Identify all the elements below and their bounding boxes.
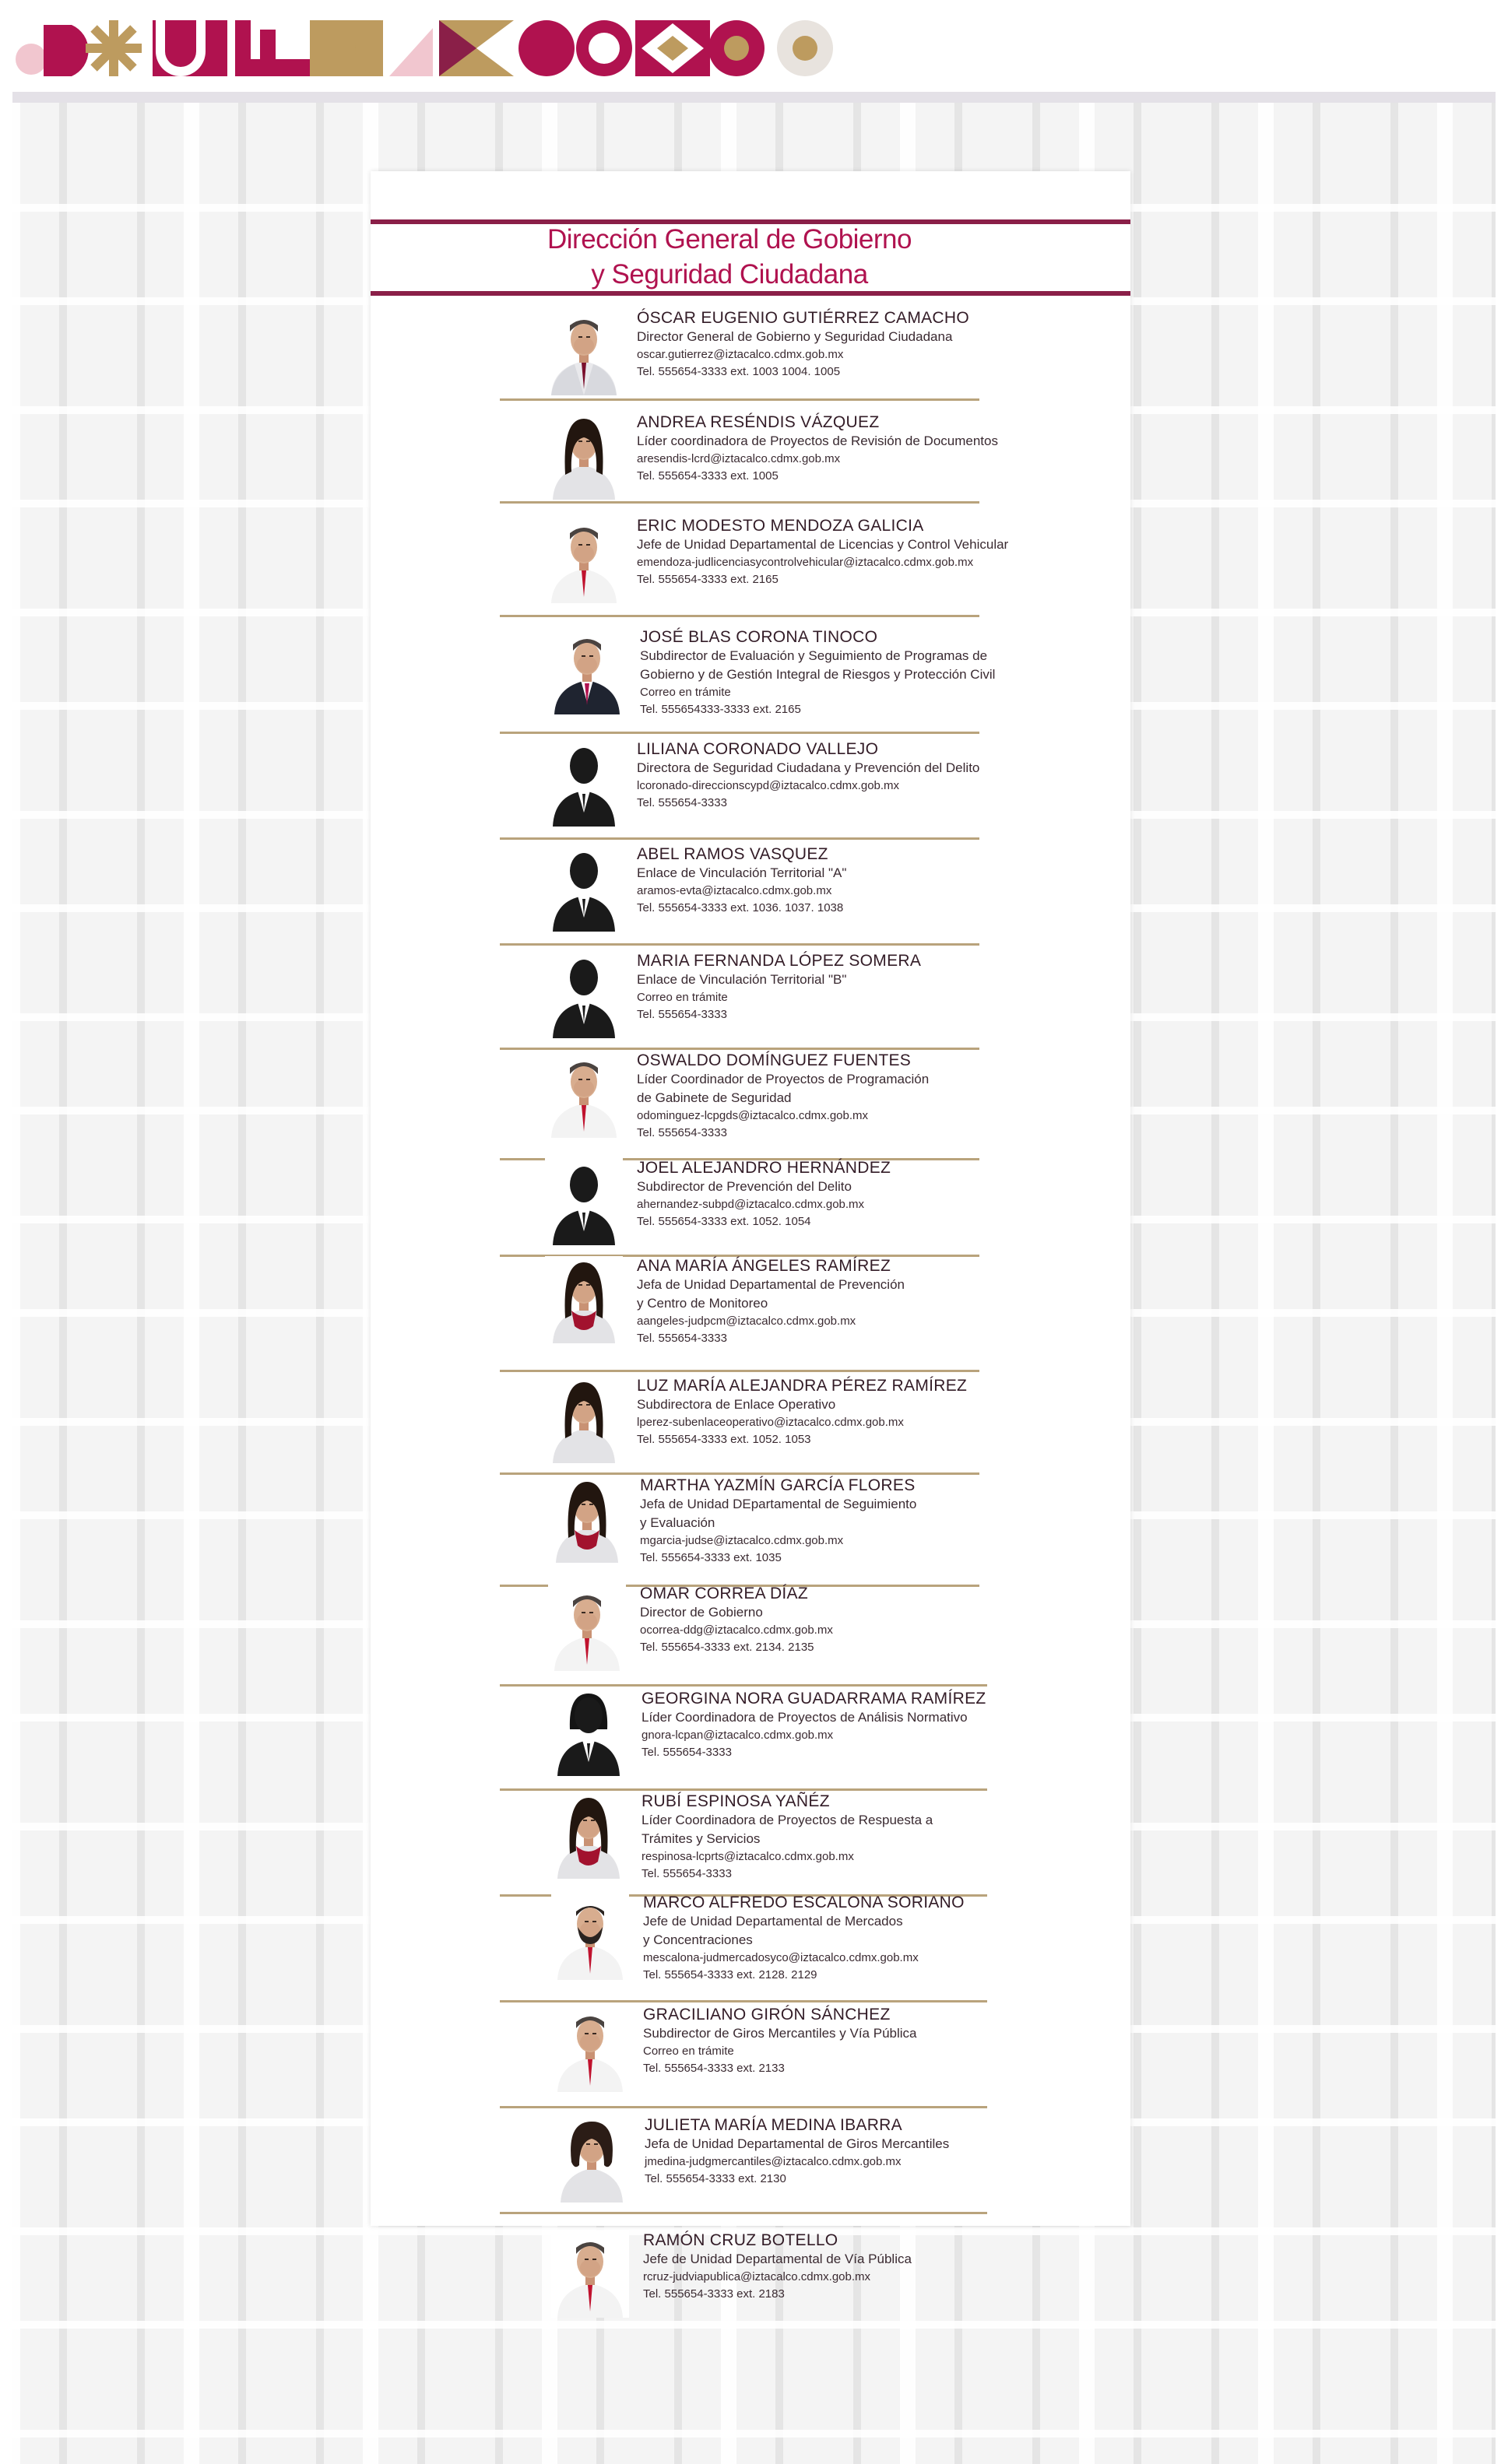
staff-email[interactable]: odominguez-lcpgds@iztacalco.cdmx.gob.mx <box>637 1109 869 1122</box>
staff-entry <box>545 308 1137 402</box>
staff-phone: Tel. 555654-3333 ext. 1036. 1037. 1038 <box>637 901 844 914</box>
staff-phone: Tel. 555654-3333 <box>637 1126 727 1139</box>
staff-email[interactable]: oscar.gutierrez@iztacalco.cdmx.gob.mx <box>637 348 844 361</box>
entry-divider <box>500 398 979 401</box>
staff-position: de Gabinete de Seguridad <box>637 1090 792 1105</box>
staff-entry <box>545 739 1137 833</box>
staff-position: Subdirector de Evaluación y Seguimiento de Programas de <box>640 648 988 663</box>
staff-email: Correo en trámite <box>640 686 731 699</box>
staff-position: Jefa de Unidad Departamental de Prevención <box>637 1277 905 1292</box>
staff-phone: Tel. 555654-3333 <box>637 796 727 809</box>
staff-email[interactable]: ahernandez-subpd@iztacalco.cdmx.gob.mx <box>637 1198 865 1211</box>
staff-photo <box>545 1051 623 1138</box>
entry-divider <box>500 2000 987 2002</box>
staff-entry <box>548 627 1140 721</box>
staff-name: JOSÉ BLAS CORONA TINOCO <box>640 628 878 646</box>
entry-divider <box>500 1370 979 1372</box>
staff-email[interactable]: rcruz-judviapublica@iztacalco.cdmx.gob.mx <box>643 2270 871 2283</box>
staff-email[interactable]: gnora-lcpan@iztacalco.cdmx.gob.mx <box>642 1729 834 1742</box>
staff-photo <box>545 951 623 1038</box>
staff-phone: Tel. 555654333-3333 ext. 2165 <box>640 703 801 716</box>
entry-divider <box>500 1788 987 1791</box>
staff-position: Directora de Seguridad Ciudadana y Prevención del Delito <box>637 760 980 775</box>
entry-divider <box>500 2212 987 2214</box>
staff-photo <box>545 1256 623 1343</box>
staff-info <box>643 2005 1079 2077</box>
staff-photo <box>550 1792 627 1879</box>
staff-email[interactable]: aangeles-judpcm@iztacalco.cdmx.gob.mx <box>637 1314 856 1328</box>
entry-divider <box>500 615 979 617</box>
staff-phone: Tel. 555654-3333 ext. 1035 <box>640 1551 782 1564</box>
entry-divider <box>500 501 979 504</box>
staff-name: MARIA FERNANDA LÓPEZ SOMERA <box>637 952 922 970</box>
staff-entry <box>545 516 1137 609</box>
staff-entry <box>545 951 1137 1044</box>
staff-photo <box>545 412 623 500</box>
staff-position: Líder Coordinadora de Proyectos de Respuesta a <box>642 1813 933 1827</box>
staff-position: Jefa de Unidad Departamental de Giros Mercantiles <box>645 2136 950 2151</box>
staff-email[interactable]: emendoza-judlicenciasycontrolvehicular@iztacalco.cdmx.gob.mx <box>637 556 974 569</box>
staff-info <box>643 2231 1079 2303</box>
title-line-2: y Seguridad Ciudadana <box>591 259 868 290</box>
staff-photo <box>545 844 623 932</box>
staff-info <box>637 739 1073 812</box>
staff-info <box>645 2115 1081 2188</box>
staff-entry <box>551 2005 1143 2098</box>
staff-photo <box>545 1158 623 1245</box>
staff-phone: Tel. 555654-3333 ext. 1005 <box>637 469 779 483</box>
staff-name: MARCO ALFREDO ESCALONA SORIANO <box>643 1894 965 1911</box>
staff-entry <box>548 1584 1140 1677</box>
staff-position: Trámites y Servicios <box>642 1831 761 1846</box>
staff-photo <box>548 627 626 714</box>
staff-entry <box>551 2231 1143 2324</box>
staff-info <box>640 1584 1076 1656</box>
staff-name: RAMÓN CRUZ BOTELLO <box>643 2231 838 2249</box>
entry-divider <box>500 837 979 840</box>
entry-divider <box>500 1048 979 1050</box>
staff-photo <box>548 1584 626 1671</box>
entry-divider <box>500 1684 987 1687</box>
staff-phone: Tel. 555654-3333 ext. 1003 1004. 1005 <box>637 365 841 378</box>
staff-info <box>637 516 1073 588</box>
staff-info <box>637 844 1073 917</box>
entry-divider <box>500 943 979 946</box>
staff-photo <box>545 739 623 827</box>
staff-position: Jefa de Unidad DEpartamental de Seguimiento <box>640 1497 917 1511</box>
staff-name: GEORGINA NORA GUADARRAMA RAMÍREZ <box>642 1690 986 1708</box>
page-title <box>371 222 1088 292</box>
staff-email[interactable]: mescalona-judmercadosyco@iztacalco.cdmx.gob.mx <box>643 1951 919 1964</box>
staff-position: y Centro de Monitoreo <box>637 1296 768 1311</box>
staff-name: JULIETA MARÍA MEDINA IBARRA <box>645 2116 902 2134</box>
staff-entry <box>553 2115 1144 2209</box>
staff-phone: Tel. 555654-3333 <box>637 1008 727 1021</box>
staff-phone: Tel. 555654-3333 ext. 2133 <box>643 2062 785 2075</box>
staff-phone: Tel. 555654-3333 ext. 2165 <box>637 573 779 586</box>
staff-photo <box>551 1893 629 1980</box>
staff-position: Jefe de Unidad Departamental de Licencias y Control Vehicular <box>637 537 1009 552</box>
staff-name: MARTHA YAZMÍN GARCÍA FLORES <box>640 1476 916 1494</box>
staff-info <box>640 627 1076 718</box>
staff-position: Jefe de Unidad Departamental de Mercados <box>643 1914 903 1929</box>
staff-entry <box>550 1689 1141 1782</box>
staff-email[interactable]: respinosa-lcprts@iztacalco.cdmx.gob.mx <box>642 1850 854 1863</box>
staff-name: JOEL ALEJANDRO HERNÁNDEZ <box>637 1159 891 1177</box>
entry-divider <box>500 2106 987 2108</box>
staff-photo <box>551 2005 629 2092</box>
staff-name: ANDREA RESÉNDIS VÁZQUEZ <box>637 413 880 431</box>
staff-position: Director General de Gobierno y Seguridad Ciudadana <box>637 329 953 344</box>
staff-entry <box>545 844 1137 938</box>
staff-entry <box>545 1158 1137 1251</box>
staff-email: Correo en trámite <box>637 991 728 1004</box>
staff-phone: Tel. 555654-3333 ext. 2134. 2135 <box>640 1641 814 1654</box>
staff-info <box>637 1256 1073 1347</box>
staff-position: Enlace de Vinculación Territorial "B" <box>637 972 847 987</box>
staff-email[interactable]: mgarcia-judse@iztacalco.cdmx.gob.mx <box>640 1534 844 1547</box>
staff-info <box>640 1476 1076 1567</box>
staff-email[interactable]: aramos-evta@iztacalco.cdmx.gob.mx <box>637 884 832 897</box>
staff-info <box>637 1051 1073 1142</box>
staff-email[interactable]: lcoronado-direccionscypd@iztacalco.cdmx.gob.mx <box>637 779 900 792</box>
header-band <box>0 0 1508 101</box>
staff-name: OMAR CORREA DÍAZ <box>640 1585 808 1602</box>
staff-info <box>637 308 1073 381</box>
staff-name: OSWALDO DOMÍNGUEZ FUENTES <box>637 1051 912 1069</box>
title-line-1: Dirección General de Gobierno <box>547 224 912 254</box>
title-rule-bottom <box>371 291 1130 296</box>
staff-position: y Concentraciones <box>643 1932 753 1947</box>
staff-photo <box>553 2115 631 2203</box>
staff-name: GRACILIANO GIRÓN SÁNCHEZ <box>643 2006 891 2023</box>
staff-position: Líder Coordinador de Proyectos de Programación <box>637 1072 930 1086</box>
staff-position: Subdirector de Prevención del Delito <box>637 1179 852 1194</box>
staff-email[interactable]: jmedina-judgmercantiles@iztacalco.cdmx.gob.mx <box>645 2155 902 2168</box>
staff-info <box>643 1893 1079 1984</box>
staff-phone: Tel. 555654-3333 <box>642 1746 732 1759</box>
staff-entry <box>545 1256 1137 1350</box>
staff-photo <box>545 516 623 603</box>
staff-position: Enlace de Vinculación Territorial "A" <box>637 865 847 880</box>
staff-photo <box>550 1689 627 1776</box>
staff-position: Líder Coordinadora de Proyectos de Análisis Normativo <box>642 1710 968 1725</box>
staff-info <box>637 951 1073 1023</box>
staff-phone: Tel. 555654-3333 ext. 1052. 1054 <box>637 1215 811 1228</box>
staff-phone: Tel. 555654-3333 ext. 1052. 1053 <box>637 1433 811 1446</box>
staff-entry <box>548 1476 1140 1569</box>
staff-phone: Tel. 555654-3333 ext. 2130 <box>645 2172 786 2185</box>
staff-name: ANA MARÍA ÁNGELES RAMÍREZ <box>637 1257 891 1275</box>
decorative-pattern-logo <box>12 12 838 76</box>
staff-phone: Tel. 555654-3333 <box>637 1332 727 1345</box>
staff-entry <box>545 412 1137 506</box>
staff-email[interactable]: ocorrea-ddg@iztacalco.cdmx.gob.mx <box>640 1623 833 1637</box>
header-divider <box>12 92 1496 103</box>
staff-photo <box>551 2231 629 2318</box>
staff-info <box>642 1792 1077 1883</box>
staff-email[interactable]: lperez-subenlaceoperativo@iztacalco.cdmx.gob.mx <box>637 1416 904 1429</box>
staff-name: ERIC MODESTO MENDOZA GALICIA <box>637 517 924 535</box>
staff-name: LILIANA CORONADO VALLEJO <box>637 740 879 758</box>
staff-position: Subdirector de Giros Mercantiles y Vía Pública <box>643 2026 917 2041</box>
staff-phone: Tel. 555654-3333 <box>642 1867 732 1880</box>
staff-email[interactable]: aresendis-lcrd@iztacalco.cdmx.gob.mx <box>637 452 841 465</box>
staff-entry <box>545 1051 1137 1144</box>
staff-position: Jefe de Unidad Departamental de Vía Pública <box>643 2252 912 2266</box>
staff-entry <box>550 1792 1141 1885</box>
staff-position: Director de Gobierno <box>640 1605 763 1620</box>
staff-email: Correo en trámite <box>643 2045 734 2058</box>
staff-info <box>637 1376 1073 1448</box>
staff-name: ÓSCAR EUGENIO GUTIÉRREZ CAMACHO <box>637 309 970 327</box>
staff-position: Gobierno y de Gestión Integral de Riesgos y Protección Civil <box>640 667 996 682</box>
staff-position: y Evaluación <box>640 1515 715 1530</box>
staff-info <box>637 1158 1073 1230</box>
staff-position: Subdirectora de Enlace Operativo <box>637 1397 836 1412</box>
entry-divider <box>500 732 979 734</box>
staff-photo <box>545 308 623 395</box>
staff-name: LUZ MARÍA ALEJANDRA PÉREZ RAMÍREZ <box>637 1377 968 1395</box>
entry-divider <box>500 1472 979 1475</box>
staff-name: ABEL RAMOS VASQUEZ <box>637 845 828 863</box>
staff-info <box>637 412 1073 485</box>
staff-photo <box>548 1476 626 1563</box>
staff-entry <box>551 1893 1143 1986</box>
staff-entry <box>545 1376 1137 1469</box>
staff-info <box>642 1689 1077 1761</box>
staff-phone: Tel. 555654-3333 ext. 2183 <box>643 2287 785 2301</box>
staff-phone: Tel. 555654-3333 ext. 2128. 2129 <box>643 1968 817 1981</box>
staff-position: Líder coordinadora de Proyectos de Revisión de Documentos <box>637 433 998 448</box>
staff-photo <box>545 1376 623 1463</box>
staff-name: RUBÍ ESPINOSA YAÑÉZ <box>642 1792 830 1810</box>
